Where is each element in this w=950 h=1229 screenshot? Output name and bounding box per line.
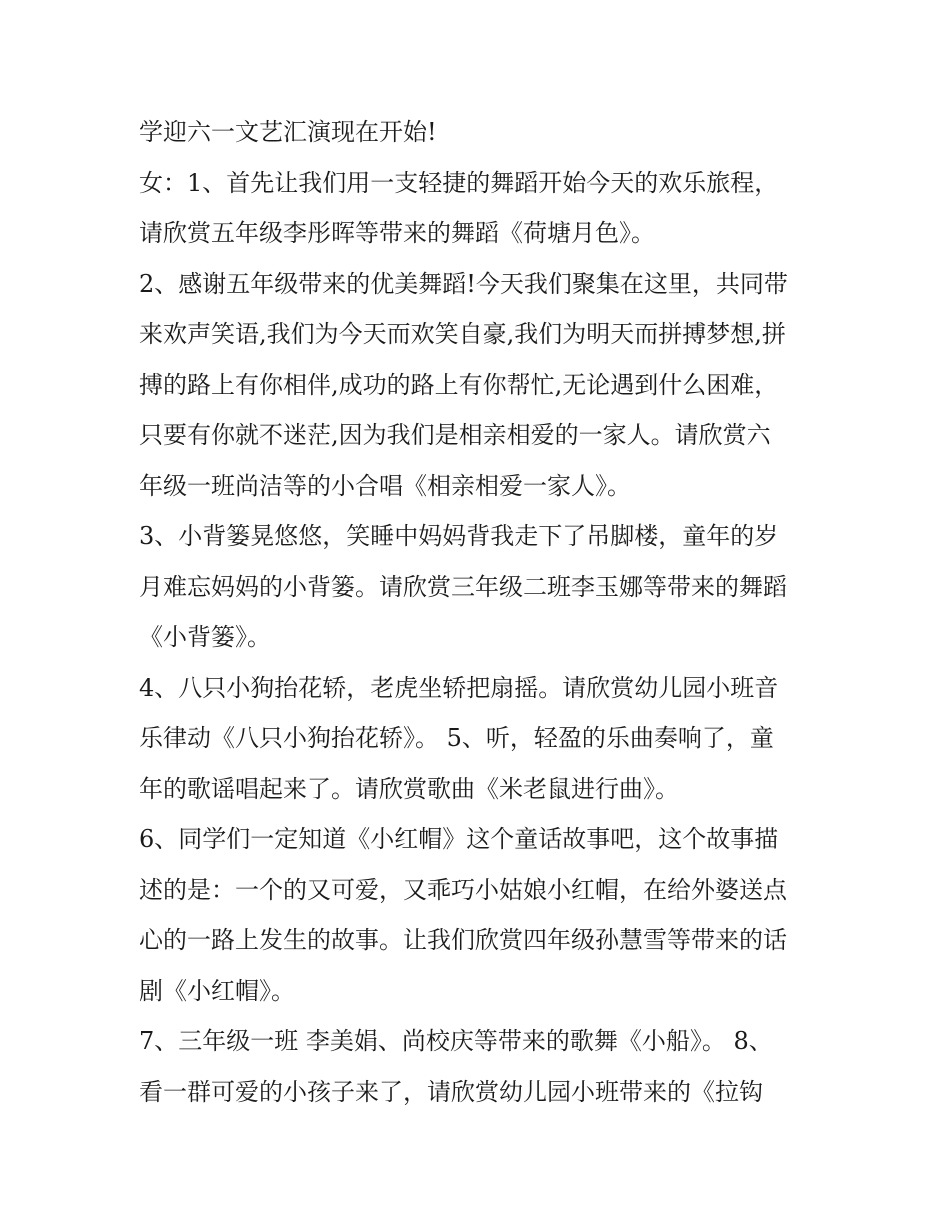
- text-line-7: 只要有你就不迷茫,因为我们是相亲相爱的一家人。请欣赏六: [139, 421, 771, 449]
- text-line-10: 月难忘妈妈的小背篓。请欣赏三年级二班李玉娜等带来的舞蹈: [139, 572, 787, 601]
- text-line-17: 心的一路上发生的故事。让我们欣赏四年级孙慧雪等带来的话: [139, 926, 787, 954]
- text-line-3: 请欣赏五年级李彤晖等带来的舞蹈《荷塘月色》。: [139, 219, 655, 247]
- text-line-16: 述的是：一个的又可爱，又乖巧小姑娘小红帽，在给外婆送点: [139, 875, 787, 904]
- text-line-18: 剧《小红帽》。: [139, 976, 295, 1005]
- text-line-8: 年级一班尚洁等的小合唱《相亲相爱一家人》。: [139, 471, 631, 500]
- text-line-12: 4、八只小狗抬花轿，老虎坐轿把扇摇。请欣赏幼儿园小班音: [139, 673, 779, 702]
- document-body: [139, 107, 819, 1117]
- text-line-4: 2、感谢五年级带来的优美舞蹈!今天我们聚集在这里，共同带: [139, 269, 788, 298]
- text-line-5: 来欢声笑语,我们为今天而欢笑自豪,我们为明天而拼搏梦想,拼: [139, 320, 786, 348]
- text-line-13: 乐律动《八只小狗抬花轿》。 5、听，轻盈的乐曲奏响了，童: [139, 724, 774, 752]
- text-line-6: 搏的路上有你相伴,成功的路上有你帮忙,无论遇到什么困难，: [139, 370, 779, 399]
- text-line-9: 3、小背篓晃悠悠，笑睡中妈妈背我走下了吊脚楼，童年的岁: [139, 522, 779, 550]
- text-line-1: 学迎六一文艺汇演现在开始!: [139, 118, 437, 146]
- text-line-14: 年的歌谣唱起来了。请欣赏歌曲《米老鼠进行曲》。: [139, 774, 679, 803]
- text-line-19: 7、三年级一班 李美娟、尚校庆等带来的歌舞《小船》。 8、: [139, 1027, 773, 1055]
- text-line-15: 6、同学们一定知道《小红帽》这个童话故事吧，这个故事描: [139, 825, 779, 853]
- text-line-20: 看一群可爱的小孩子来了，请欣赏幼儿园小班带来的《拉钩: [139, 1077, 763, 1106]
- text-line-2: 女：1、首先让我们用一支轻捷的舞蹈开始今天的欢乐旅程，: [139, 168, 779, 197]
- text-line-11: 《小背篓》。: [139, 623, 271, 651]
